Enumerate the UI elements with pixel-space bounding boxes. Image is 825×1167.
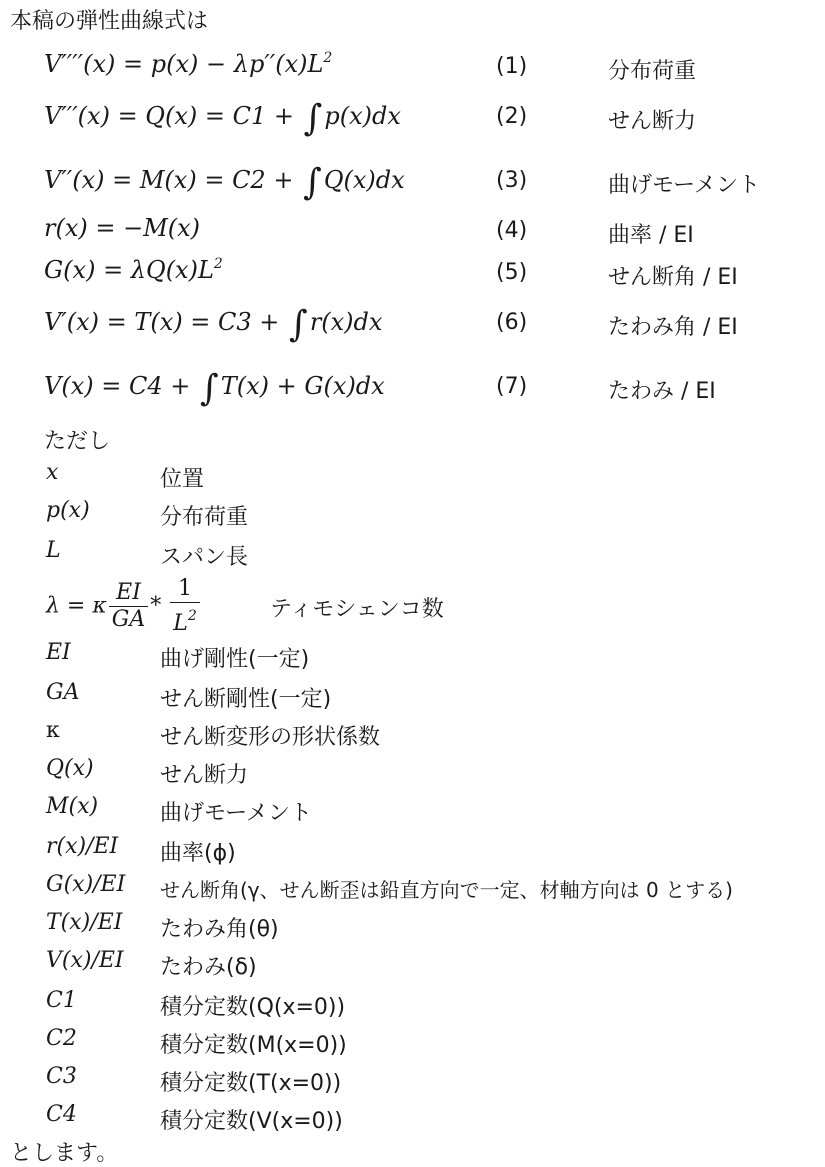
equation-7-formula: V(x) = C4 + ∫T(x) + G(x)dx [44,368,385,409]
def-symbol-lambda-formula: λ = κ $\frac{EI}{GA}$ * $\frac{1}{L^2}$ [46,576,202,637]
equation-6-formula: V′(x) = T(x) = C3 + ∫r(x)dx [44,304,383,345]
equation-7-label: たわみ / EI [608,379,716,404]
def-desc-C2: 積分定数(M(x=0)) [160,1033,347,1058]
equation-5-label: せん断角 / EI [608,265,738,290]
equation-1-number: (1) [496,54,528,79]
def-desc-p: 分布荷重 [160,505,249,530]
def-desc-C1: 積分定数(Q(x=0)) [160,995,346,1020]
equation-3-formula: V′′(x) = M(x) = C2 + ∫Q(x)dx [44,162,405,203]
def-symbol-G: G(x)/EI [46,872,126,897]
equation-4-number: (4) [496,218,528,243]
def-desc-EI: 曲げ剛性(一定) [160,647,310,672]
def-symbol-EI: EI [46,640,71,665]
def-desc-lambda: ティモシェンコ数 [270,597,444,622]
equation-2-formula: V′′′(x) = Q(x) = C1 + ∫p(x)dx [44,98,401,139]
def-desc-r: 曲率(ϕ) [160,841,236,866]
equation-6-number: (6) [496,310,528,335]
def-symbol-Q: Q(x) [46,756,94,781]
equation-4-formula: r(x) = −M(x) [44,214,201,242]
def-desc-M: 曲げモーメント [160,801,313,826]
def-symbol-GA: GA [46,680,80,705]
def-symbol-p: p(x) [46,498,90,523]
def-symbol-V: V(x)/EI [46,948,124,973]
def-desc-V: たわみ(δ) [160,955,257,980]
equation-7-number: (7) [496,374,528,399]
equation-2-label: せん断力 [608,109,697,134]
def-desc-T: たわみ角(θ) [160,917,279,942]
equation-5-number: (5) [496,260,528,285]
equation-1-label: 分布荷重 [608,59,697,84]
intro-text: 本稿の弾性曲線式は [10,9,209,34]
equation-5-formula: $G(x) = \lambda Q(x)L^2$ [44,256,223,284]
def-symbol-x: x [46,460,59,485]
def-symbol-L: L [46,538,61,563]
def-desc-Q: せん断力 [160,763,249,788]
def-symbol-T: T(x)/EI [46,910,123,935]
where-label: ただし [44,429,111,454]
def-symbol-C4: C4 [46,1102,77,1127]
equation-4-label: 曲率 / EI [608,223,694,248]
def-desc-C4: 積分定数(V(x=0)) [160,1109,343,1134]
def-desc-x: 位置 [160,467,205,492]
equation-1-formula: $V''''(x) = p(x) - \lambda p''(x)L^2$ [44,50,333,78]
equation-3-label: 曲げモーメント [608,173,761,198]
def-symbol-C2: C2 [46,1026,77,1051]
def-desc-L: スパン長 [160,545,249,570]
def-symbol-M: M(x) [46,794,99,819]
outro-text: とします。 [10,1141,119,1166]
def-desc-GA: せん断剛性(一定) [160,687,332,712]
equation-3-number: (3) [496,168,528,193]
def-desc-kappa: せん断変形の形状係数 [160,725,381,750]
def-symbol-r: r(x)/EI [46,834,119,859]
def-desc-C3: 積分定数(T(x=0)) [160,1071,342,1096]
equation-2-number: (2) [496,104,528,129]
def-symbol-C3: C3 [46,1064,77,1089]
def-symbol-kappa: κ [46,718,60,743]
equation-6-label: たわみ角 / EI [608,315,738,340]
def-symbol-C1: C1 [46,988,77,1013]
def-desc-G: せん断角(γ、せん断歪は鉛直方向で一定、材軸方向は 0 とする) [160,878,733,902]
